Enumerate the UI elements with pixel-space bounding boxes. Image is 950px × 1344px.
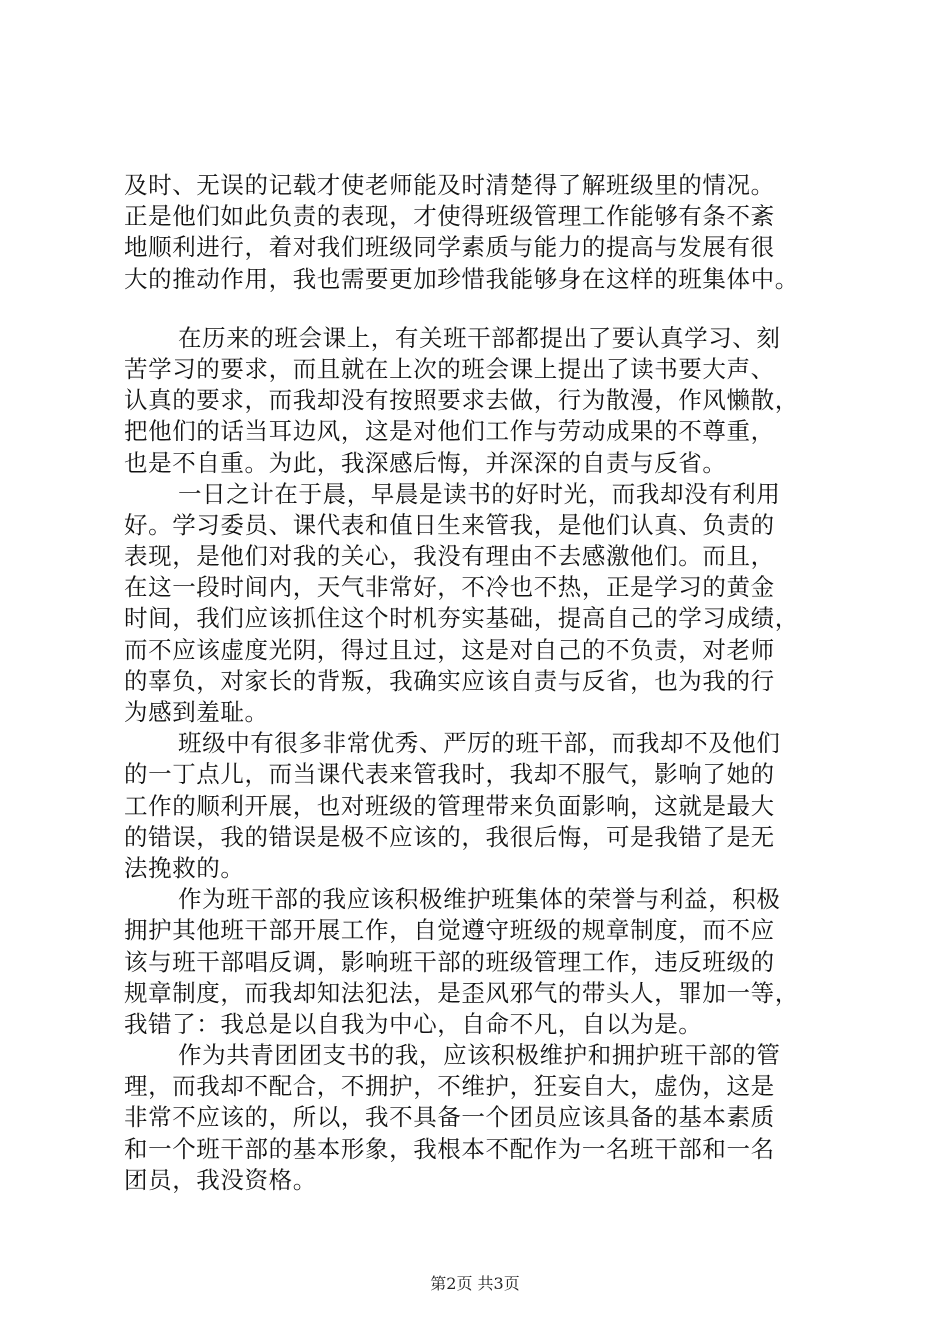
text-line: 在历来的班会课上，有关班干部都提出了要认真学习、刻 xyxy=(178,323,781,352)
paragraph xyxy=(124,323,844,479)
paragraph-continued xyxy=(124,170,844,295)
text-line: 工作的顺利开展，也对班级的管理带来负面影响，这就是最大 xyxy=(124,791,775,820)
text-line: 及时、无误的记载才使老师能及时清楚得了解班级里的情况。 xyxy=(124,171,775,199)
text-line: 非常不应该的，所以，我不具备一个团员应该具备的基本素质 xyxy=(124,1103,775,1132)
text-line: 理，而我却不配合，不拥护，不维护，狂妄自大，虚伪，这是 xyxy=(124,1072,775,1101)
text-line: 一日之计在于晨，早晨是读书的好时光，而我却没有利用 xyxy=(178,479,781,508)
paragraph xyxy=(124,1040,844,1196)
text-line: 也是不自重。为此，我深感后悔，并深深的自责与反省。 xyxy=(124,448,727,477)
page-number-footer: 第2页 共3页 xyxy=(430,1274,520,1293)
text-line: 在这一段时间内，天气非常好，不冷也不热，正是学习的黄金 xyxy=(124,573,775,602)
paragraph-gap xyxy=(124,295,844,323)
text-line: 的错误，我的错误是极不应该的，我很后悔，可是我错了是无 xyxy=(124,822,775,851)
text-line: 我错了：我总是以自我为中心，自命不凡，自以为是。 xyxy=(124,1009,703,1038)
text-line: 该与班干部唱反调，影响班干部的班级管理工作，违反班级的 xyxy=(124,947,775,976)
text-line: 地顺利进行，着对我们班级同学素质与能力的提高与发展有很 xyxy=(124,233,775,262)
text-line: 苦学习的要求，而且就在上次的班会课上提出了读书要大声、 xyxy=(124,354,775,383)
text-line: 而不应该虚度光阴，得过且过，这是对自己的不负责，对老师 xyxy=(124,635,775,664)
paragraph xyxy=(124,479,844,729)
text-line: 时间，我们应该抓住这个时机夯实基础，提高自己的学习成绩， xyxy=(124,604,799,633)
text-line: 正是他们如此负责的表现，才使得班级管理工作能够有条不紊 xyxy=(124,202,775,231)
text-line: 的一丁点儿，而当课代表来管我时，我却不服气，影响了她的 xyxy=(124,760,775,789)
text-line: 和一个班干部的基本形象，我根本不配作为一名班干部和一名 xyxy=(124,1134,775,1163)
text-line: 团员，我没资格。 xyxy=(124,1165,317,1194)
text-line: 把他们的话当耳边风，这是对他们工作与劳动成果的不尊重， xyxy=(124,417,775,446)
text-line: 拥护其他班干部开展工作，自觉遵守班级的规章制度，而不应 xyxy=(124,916,775,945)
text-line: 认真的要求，而我却没有按照要求去做，行为散漫，作风懒散， xyxy=(124,386,799,415)
text-line: 为感到羞耻。 xyxy=(124,698,269,726)
paragraph xyxy=(124,884,844,1040)
text-line: 法挽救的。 xyxy=(124,853,245,882)
text-line: 好。学习委员、课代表和值日生来管我，是他们认真、负责的 xyxy=(124,510,775,539)
text-line: 表现，是他们对我的关心，我没有理由不去感激他们。而且， xyxy=(124,542,775,571)
text-line: 规章制度，而我却知法犯法，是歪风邪气的带头人，罪加一等， xyxy=(124,978,799,1007)
text-line: 作为共青团团支书的我，应该积极维护和拥护班干部的管 xyxy=(178,1041,781,1070)
paragraph xyxy=(124,728,844,884)
text-line: 班级中有很多非常优秀、严厉的班干部，而我却不及他们 xyxy=(178,729,781,758)
text-line: 作为班干部的我应该积极维护班集体的荣誉与利益，积极 xyxy=(178,885,781,914)
text-line: 的辜负，对家长的背叛，我确实应该自责与反省，也为我的行 xyxy=(124,666,775,695)
document-body xyxy=(124,170,844,1196)
text-line: 大的推动作用，我也需要更加珍惜我能够身在这样的班集体中。 xyxy=(124,264,799,293)
